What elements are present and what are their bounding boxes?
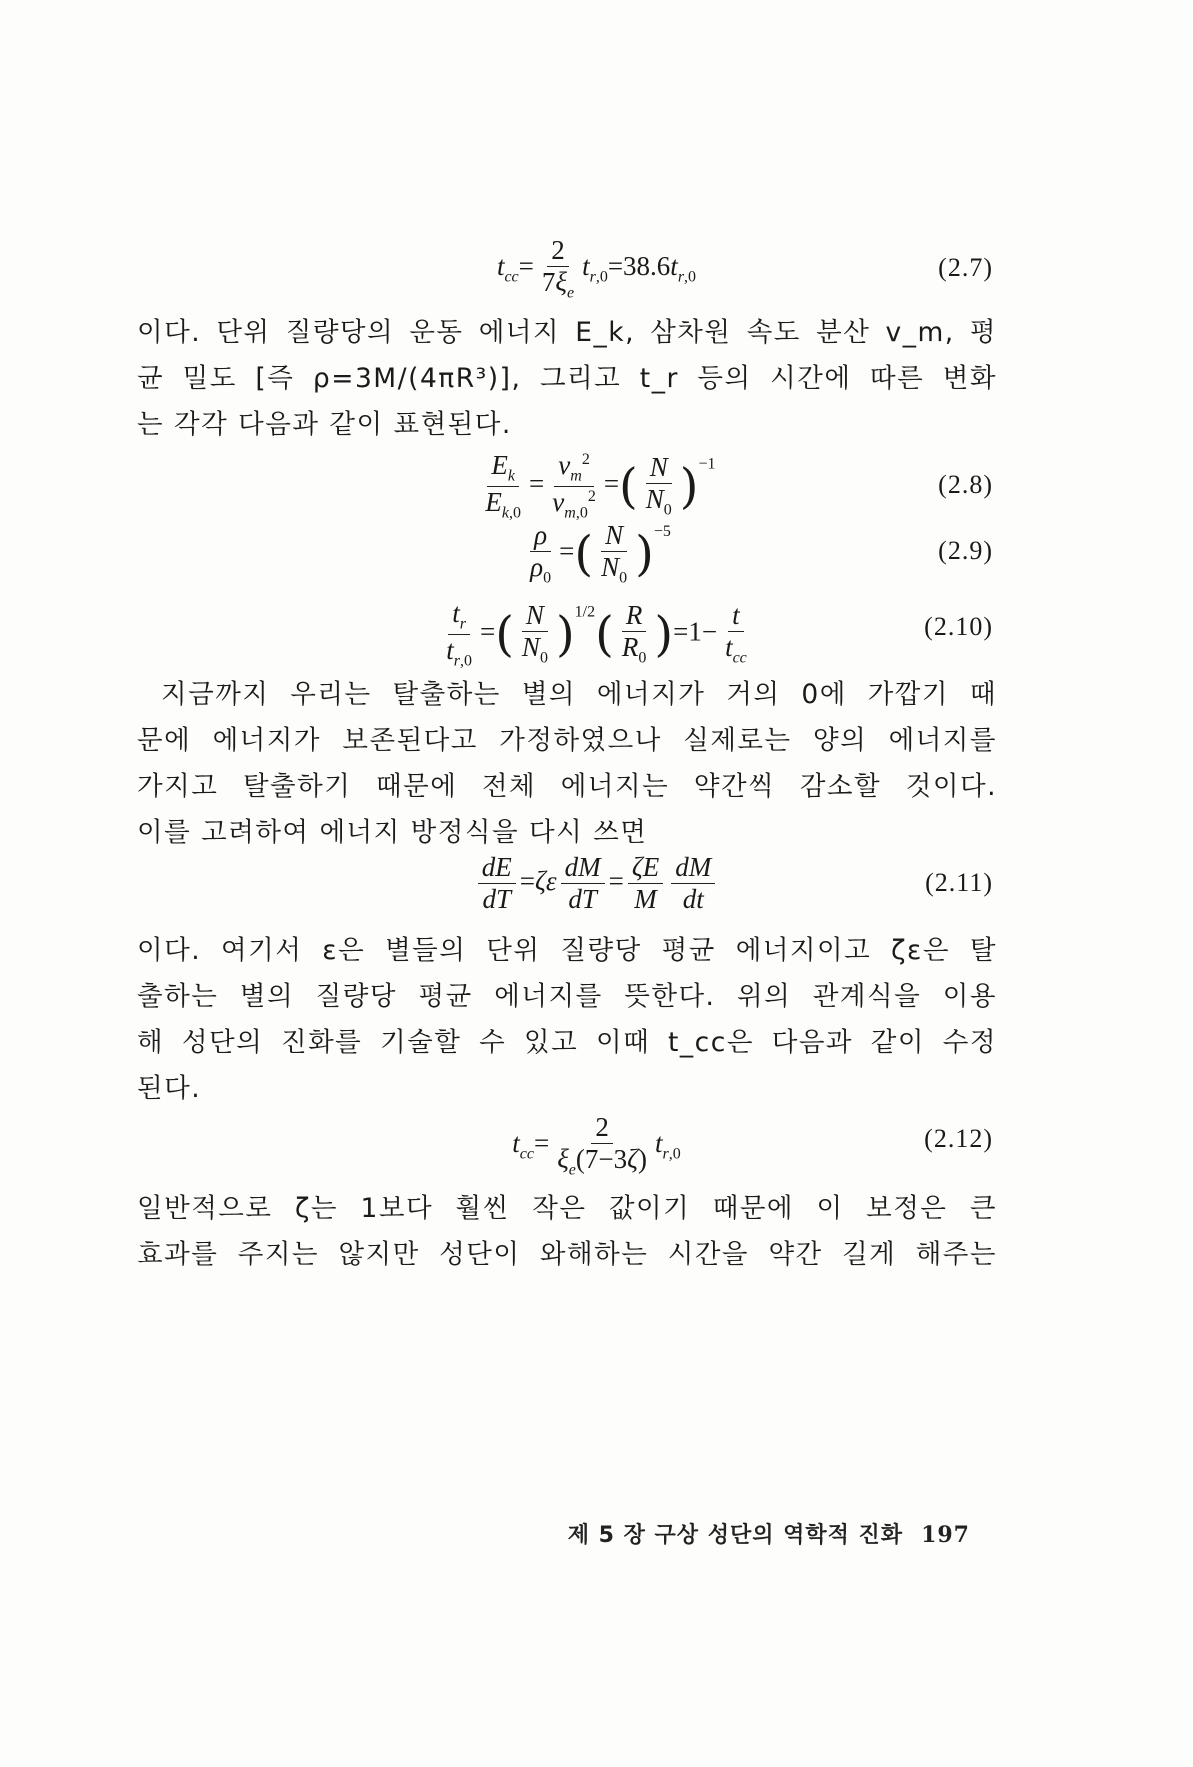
paragraph-4: [137, 1186, 997, 1278]
paragraph-line: 일반적으로 ζ는 1보다 훨씬 작은 값이기 때문에 이 보정은 큰: [137, 1193, 997, 1224]
chapter-title: 제 5 장 구상 성단의 역학적 진화: [567, 1523, 904, 1548]
eq-2-7-value: 38.6: [623, 251, 671, 282]
paragraph-line: 이다. 단위 질량당의 운동 에너지 E_k, 삼차원 속도 분산 v_m, 평: [137, 317, 997, 348]
equation-number: (2.9): [938, 536, 993, 565]
paragraph-line: 문에 에너지가 보존된다고 가정하였으나 실제로는 양의 에너지를: [137, 725, 997, 756]
page-footer: [568, 1518, 970, 1549]
paragraph-line: 는 각각 다음과 같이 표현된다.: [137, 409, 512, 440]
paragraph-line: 효과를 주지는 않지만 성단이 와해하는 시간을 약간 길게 해주는: [137, 1239, 997, 1270]
equation-number: (2.11): [925, 868, 993, 897]
paragraph-line: 지금까지 우리는 탈출하는 별의 에너지가 거의 0에 가깝기 때: [161, 679, 997, 710]
paragraph-line: 이다. 여기서 ε은 별들의 단위 질량당 평균 에너지이고 ζε은 탈: [137, 935, 997, 966]
equation-number: (2.7): [938, 253, 993, 282]
paragraph-3: [137, 928, 997, 1112]
equation-number: (2.10): [924, 612, 993, 641]
paragraph-line: 해 성단의 진화를 기술할 수 있고 이때 t_cc은 다음과 같이 수정: [137, 1027, 997, 1058]
equation-number: (2.8): [938, 470, 993, 499]
paragraph-1: [137, 310, 997, 448]
document-page: $t_{cc}=$ $\frac{2}{7\xi_e}$ $t_{r,0}=38.6t_{r,0}$ (2.7) 이다. 단위 질량당의 운동 에너지 E_k, 삼차원 속도 분산 v_m, 평 균 밀도 [즉 ρ=3M/(4πR³)], 그리고 t_r 등의 시간에 따른 변화 는 각각 다음과 같이 표현된다. $\frac{E_k}{E_{k,0}}$ = $\frac{v_m^2}{v_{m,0}^2}$ =( $\frac{N}{N_0}$ )$^{-1}$ (2.8) $\frac{\rho}{\rho_0}$ =( $\frac{N}{N_0}$ )$^{-5}$ (2.9) $\frac{t_r}{t_{r,0}}$ =( $\frac{N}{N_0}$ )$^{1/2}$( $\frac{R}{R_0}$ )=1− $\frac{t}{t_{cc}}$ (2.10) 지금까지 우리는 탈출하는 별의 에너지가 거의 0에 가깝기 때 문에 에너지가 보존된다고 가정하였으나 실제로는 양의 에너지를 가지고 탈출하기 때문에 전체 에너지는 약간씩 감소할 것이다. 이를 고려하여 에너지 방정식을 다시 쓰면 $\frac{dE}{dT}$ =ζε $\frac{dM}{dT}$ = $\frac{\zeta E}{M}$ $\frac{dM}{dt}$ (2.11) 이다. 여기서 ε은 별들의 단위 질량당 평균 에너지이고 ζε은 탈 출하는 별의 질량당 평균 에너지를 뜻한다. 위의 관계식을 이용 해 성단의 진화를 기술할 수 있고 이때 t_cc은 다음과 같이 수정 된다. $t_{cc}=$ $\frac{2}{\xi_e(7-3\zeta)}$ $t_{r,0}$ (2.12) 일반적으로 ζ는 1보다 훨씬 작은 값이기 때문에 이 보정은 큰 효과를 주지는 않지만 성단이 와해하는 시간을 약간 길게 해주는 제 5 장 구상 성단의 역학적 진화 197: [137, 235, 997, 1548]
paragraph-line: 된다.: [137, 1073, 202, 1104]
paragraph-line: 출하는 별의 질량당 평균 에너지를 뜻한다. 위의 관계식을 이용: [137, 981, 997, 1012]
paragraph-line: 이를 고려하여 에너지 방정식을 다시 쓰면: [137, 817, 648, 848]
page-number: 197: [921, 1522, 970, 1548]
equation-number: (2.12): [924, 1124, 993, 1153]
paragraph-line: 균 밀도 [즉 ρ=3M/(4πR³)], 그리고 t_r 등의 시간에 따른 변화: [137, 363, 997, 394]
paragraph-2: [137, 672, 997, 856]
paragraph-line: 가지고 탈출하기 때문에 전체 에너지는 약간씩 감소할 것이다.: [137, 771, 997, 802]
